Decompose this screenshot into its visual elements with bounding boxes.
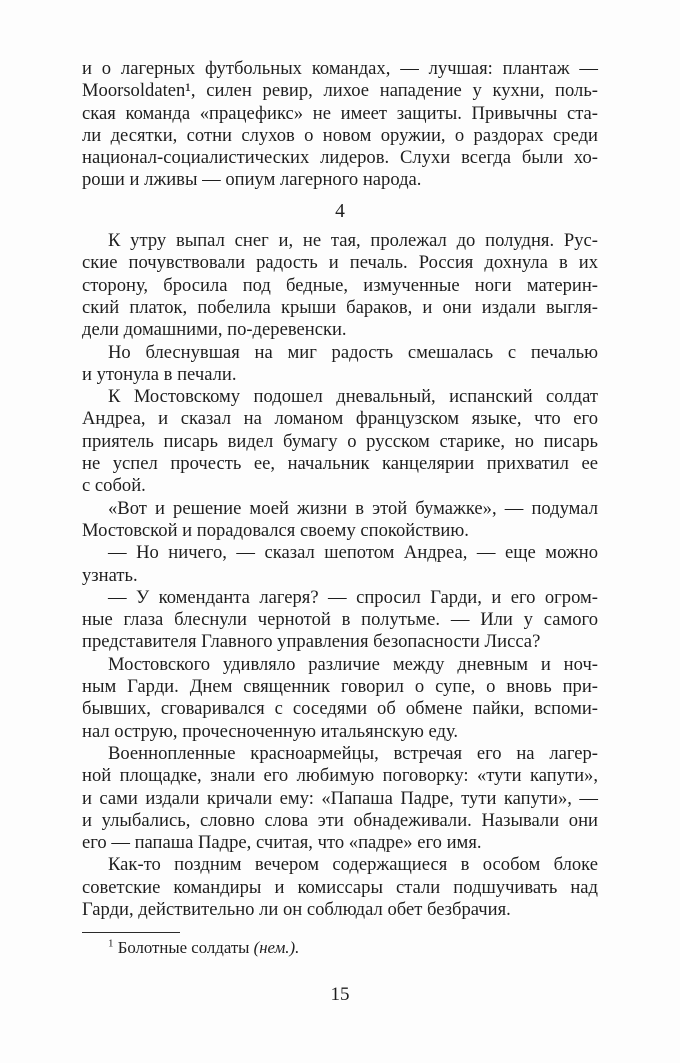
footnote-divider-rule bbox=[82, 932, 180, 933]
text-line: узнать. bbox=[82, 564, 138, 586]
text-line: и сами издали кричали ему: «Папаша Падре, тути капути», — bbox=[82, 787, 598, 809]
text-line: ным Гарди. Днем священник говорил о супе, о вновь при- bbox=[82, 676, 598, 698]
text-line: К Мостовскому подошел дневальный, испанский солдат bbox=[108, 386, 598, 408]
text-line: ной площадке, знали его любимую поговорку: «тути капути», bbox=[82, 765, 598, 787]
text-line: нал острую, прочесноченную итальянскую еду. bbox=[82, 720, 459, 742]
text-line: дели домашними, по-деревенски. bbox=[82, 319, 347, 341]
text-line: Мостовской и порадовался своему спокойствию. bbox=[82, 519, 469, 541]
paragraph bbox=[82, 342, 598, 387]
footnote-marker: 1 bbox=[108, 937, 114, 950]
text-line: представителя Главного управления безопасности Лисса? bbox=[82, 631, 541, 653]
paragraph bbox=[82, 498, 598, 543]
paragraph bbox=[82, 587, 598, 654]
text-line: ские почувствовали радость и печаль. Россия дохнула в их bbox=[82, 252, 598, 274]
text-line: и о лагерных футбольных командах, — лучшая: плантаж — bbox=[82, 58, 598, 79]
text-line: ные глаза блеснули чернотой в полутьме. — Или у самого bbox=[82, 609, 598, 631]
text-line: Андреа, и сказал на ломаном французском языке, что его bbox=[82, 408, 598, 430]
text-line: и утонула в печали. bbox=[82, 363, 237, 385]
text-line: с собой. bbox=[82, 475, 146, 497]
text-line: «Вот и решение моей жизни в этой бумажке», — подумал bbox=[108, 497, 598, 519]
text-blocks-container bbox=[82, 58, 598, 921]
page-number: 15 bbox=[330, 984, 350, 1005]
footnote-text: Болотные солдаты bbox=[117, 938, 250, 958]
text-line: Как-то поздним вечером содержащиеся в особом блоке bbox=[108, 854, 598, 876]
text-line: приятель писарь видел бумагу о русском старике, но писарь bbox=[82, 430, 598, 452]
paragraph bbox=[82, 654, 598, 743]
text-line: не успел прочесть ее, начальник канцелярии прихватил ее bbox=[82, 453, 598, 475]
text-line: ли десятки, сотни слухов о новом оружии, о раздорах среди bbox=[82, 124, 598, 146]
text-line: роши и лживы — опиум лагерного народа. bbox=[82, 169, 422, 191]
text-line: Мостовского удивляло различие между дневным и ноч- bbox=[108, 653, 598, 675]
text-line: сторону, бросила под бедные, измученные ноги материн- bbox=[82, 274, 598, 296]
text-line: ский платок, побелила крыши бараков, и они издали выгля- bbox=[82, 296, 598, 318]
text-line: его — папаша Падре, считая, что «падре» его имя. bbox=[82, 832, 482, 854]
text-line: национал-социалистических лидеров. Слухи всегда были хо- bbox=[82, 147, 598, 169]
text-line: бывших, сговаривался с соседями об обмене пайки, вспоми- bbox=[82, 698, 598, 720]
text-line: — У коменданта лагеря? — спросил Гарди, и его огром- bbox=[108, 586, 598, 608]
text-line: и улыбались, словно слова эти обнадеживали. Называли они bbox=[82, 809, 598, 831]
text-line: советские командиры и комиссары стали подшучивать над bbox=[82, 876, 598, 898]
paragraph bbox=[82, 542, 598, 587]
footnote-language-note: (нем.). bbox=[253, 938, 300, 958]
footnote-block bbox=[82, 932, 598, 958]
paragraph bbox=[82, 230, 598, 341]
text-line: Гарди, действительно ли он соблюдал обет безбрачия. bbox=[82, 898, 511, 920]
text-line: Moorsoldaten¹, силен ревир, лихое нападение у кухни, поль- bbox=[82, 80, 598, 102]
section-heading: 4 bbox=[335, 200, 345, 222]
footnote bbox=[82, 938, 598, 958]
body-text bbox=[82, 58, 598, 958]
text-line: — Но ничего, — сказал шепотом Андреа, — еще можно bbox=[108, 542, 598, 564]
paragraph bbox=[82, 58, 598, 192]
paragraph bbox=[82, 386, 598, 497]
text-line: К утру выпал снег и, не тая, пролежал до полудня. Рус- bbox=[108, 230, 598, 252]
text-line: Но блеснувшая на миг радость смешалась с печалью bbox=[108, 341, 598, 363]
paragraph bbox=[82, 854, 598, 921]
text-line: ская команда «працефикс» не имеет защиты. Привычны ста- bbox=[82, 102, 598, 124]
paragraph bbox=[82, 743, 598, 854]
text-line: Военнопленные красноармейцы, встречая его на лагер- bbox=[108, 742, 598, 764]
